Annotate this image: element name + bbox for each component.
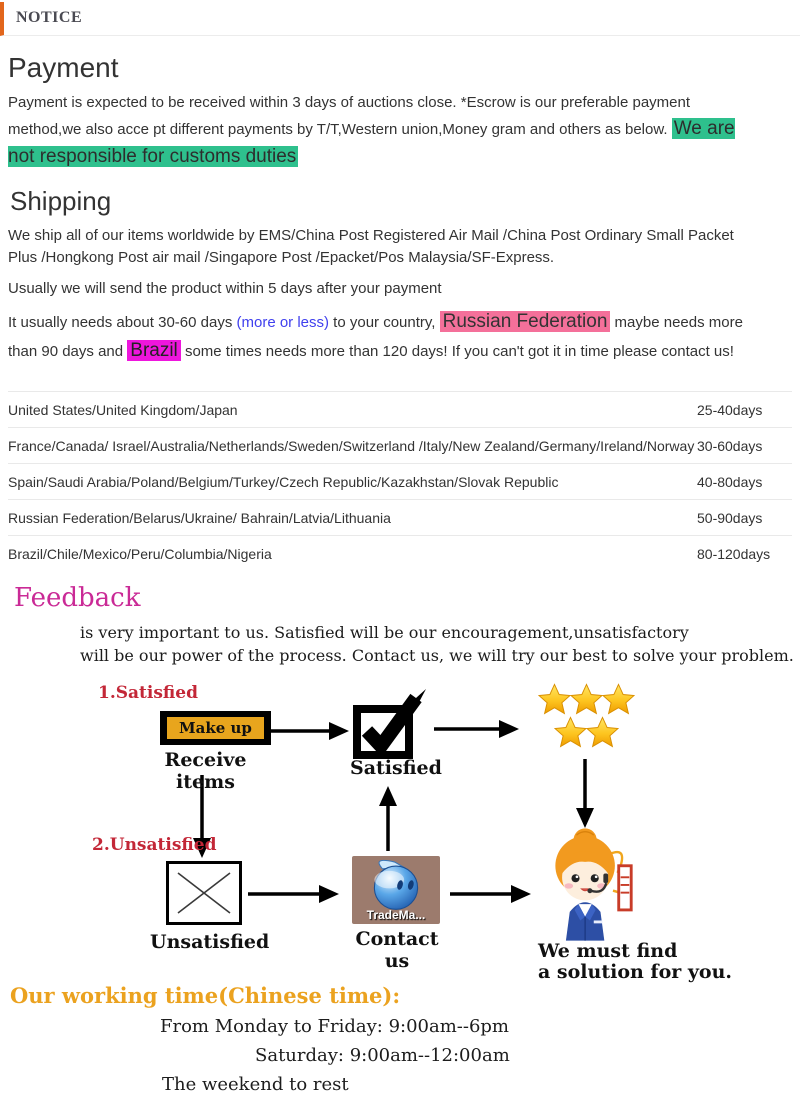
working-time-weekdays: From Monday to Friday: 9:00am--6pm [160,1016,510,1038]
feedback-text [80,621,800,667]
working-time-saturday: Saturday: 9:00am--12:00am [255,1045,510,1067]
russia-highlight: Russian Federation [440,311,611,332]
delivery-times-table [8,391,792,571]
working-time-weekend: The weekend to rest [162,1074,349,1095]
solution-line1: We must find [538,940,678,963]
customs-highlight: We are not responsible for customs duties [8,117,735,167]
solution-line2: a solution for you. [538,961,733,984]
shipping-carriers-paragraph: We ship all of our items worldwide by EMS/China Post Registered Air Mail /China Post Ordinary Small Packet Plus /Hongkong Post air mail /Singapore Post /Epacket/Pos Malaysia/SF-Express. [8,226,734,266]
countries-cell: France/Canada/ Israel/Australia/Netherlands/Sweden/Switzerland /Italy/New Zealand/Germany/Ireland/Norway [8,438,695,454]
solution-text [538,941,732,983]
star-icon [602,683,635,715]
cross-box-icon [166,861,242,925]
shipping-heading: Shipping [10,185,112,216]
payment-heading: Payment [8,52,119,83]
delivery-mid-text: to your country, [329,314,440,331]
delivery-mid2-text: maybe needs more than 90 days and [8,314,743,360]
days-cell: 80-120days [697,546,771,562]
feedback-heading: Feedback [14,583,141,613]
makeup-badge [160,711,271,745]
table-row [8,499,792,535]
star-icon [570,683,603,715]
delivery-post-text: some times needs more than 120 days! If you can't got it in time please contact us! [180,342,734,360]
countries-cell: Russian Federation/Belarus/Ukraine/ Bahrain/Latvia/Lithuania [8,510,391,526]
trademanager-chat-icon [352,856,440,924]
star-icon [554,716,587,748]
makeup-badge-label: Make up [166,716,265,740]
satisfied-label: Satisfied [350,757,442,780]
support-agent-girl-icon [540,827,636,941]
contact-us-label: Contact us [355,928,439,973]
days-cell: 40-80days [697,474,763,490]
unsatisfied-label: Unsatisfied [150,931,270,954]
table-row [8,463,792,499]
countries-cell: Spain/Saudi Arabia/Poland/Belgium/Turkey/Czech Republic/Kazakhstan/Slovak Republic [8,474,559,490]
star-icon [586,716,619,748]
step1-label: 1.Satisfied [98,683,198,704]
payment-paragraph [8,92,755,172]
table-row [8,535,792,571]
delivery-time-paragraph [8,308,755,365]
countries-cell: Brazil/Chile/Mexico/Peru/Columbia/Nigeria [8,546,272,562]
countries-cell: United States/United Kingdom/Japan [8,402,238,418]
notice-header [0,2,800,36]
more-or-less-text: (more or less) [236,314,330,331]
days-cell: 25-40days [697,402,763,418]
days-cell: 30-60days [697,438,763,454]
working-time-heading: Our working time(Chinese time): [10,983,401,1009]
days-cell: 50-90days [697,510,763,526]
feedback-line2: will be our power of the process. Contact us, we will try our best to solve your problem. [80,646,794,666]
receive-items-label: Receive items [164,749,247,794]
checkbox-checked-icon [350,689,430,761]
delivery-pre-text: It usually needs about 30-60 days [8,314,237,331]
feedback-line1: is very important to us. Satisfied will be our encouragement,unsatisfactory [80,623,689,642]
notice-title: NOTICE [16,9,83,26]
dispatch-paragraph: Usually we will send the product within 5 days after your payment [8,279,442,297]
brazil-highlight: Brazil [127,340,181,361]
payment-body-text: Payment is expected to be received within 3 days of auctions close. *Escrow is our preferable payment method,we also acce pt different payments by T/T,Western union,Money gram and others as below. [8,94,691,138]
step2-label: 2.Unsatisfied [92,835,217,856]
table-row [8,391,792,427]
trademanager-caption: TradeMa... [366,908,426,923]
table-row [8,427,792,463]
star-icon [538,683,571,715]
feedback-flowchart [0,671,800,984]
